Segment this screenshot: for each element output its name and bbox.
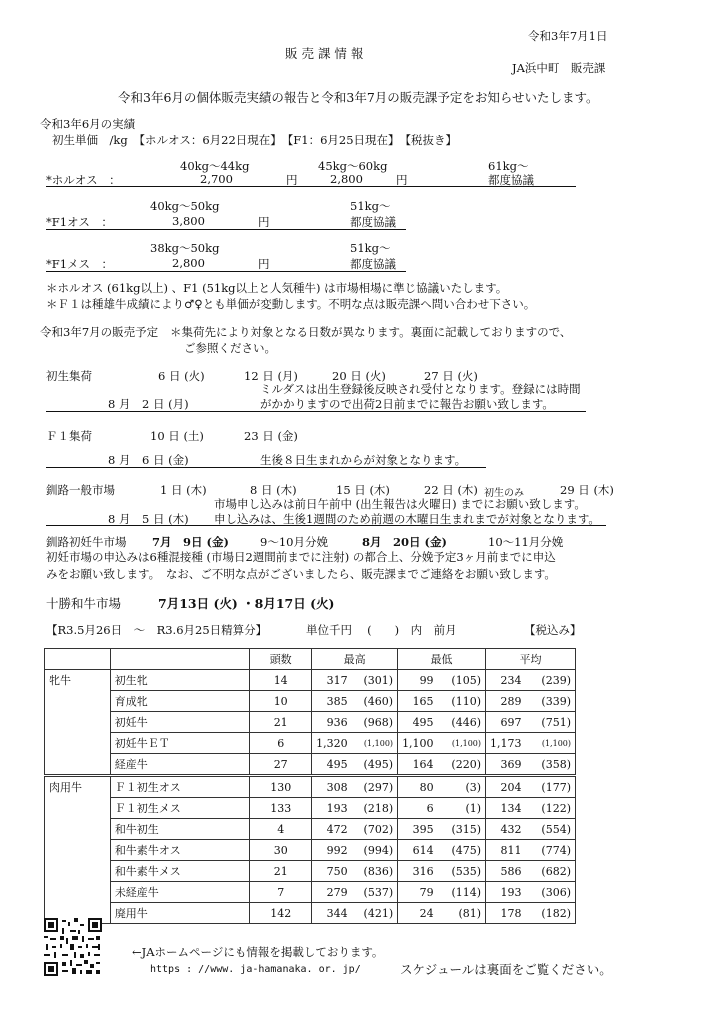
avg-prev: (306) (526, 882, 576, 903)
results-unit: 単位千円 ( ) 内 前月 (306, 623, 457, 637)
table-row (45, 712, 576, 733)
kushiro-date-3: 15 日 (木) (336, 483, 390, 497)
f1f-price-2: 都度協議 (350, 257, 396, 271)
min-value: 80 (398, 777, 438, 798)
group-blank (45, 882, 111, 903)
row-category: 未経産牛 (110, 882, 250, 903)
col-head-count: 頭数 (250, 649, 312, 670)
shoka-date-4: 27 日 (火) (424, 369, 478, 383)
page-title: 販 売 課 情 報 (285, 46, 364, 61)
shoka-date-2: 12 日 (月) (244, 369, 298, 383)
head-count: 142 (250, 903, 312, 924)
max-prev: (537) (352, 882, 398, 903)
kushiro-note-1: 市場申し込みは前日午前中 (出生報告は火曜日) までにお願い致します。 (214, 497, 586, 511)
max-prev: (460) (352, 691, 398, 712)
table-row (45, 733, 576, 754)
avg-value: 369 (486, 754, 526, 775)
kushiro-date-1: 1 日 (木) (160, 483, 207, 497)
min-value: 395 (398, 819, 438, 840)
head-count: 4 (250, 819, 312, 840)
june-heading: 令和3年6月の実績 (40, 117, 136, 131)
head-count: 21 (250, 861, 312, 882)
avg-value: 586 (486, 861, 526, 882)
row-category: 和牛素牛メス (110, 861, 250, 882)
min-prev: (81) (438, 903, 486, 924)
group-blank (45, 861, 111, 882)
results-table-female (44, 648, 576, 775)
max-prev: (218) (352, 798, 398, 819)
max-value: 936 (312, 712, 352, 733)
ninpu-note-2: みをお願い致します。 なお、ご不明な点がございましたら、販売課までご連絡をお願い致します。 (46, 567, 556, 581)
row-category: 和牛初生 (110, 819, 250, 840)
max-value: 193 (312, 798, 352, 819)
max-prev: (297) (352, 777, 398, 798)
max-prev: (994) (352, 840, 398, 861)
underline (46, 467, 486, 468)
min-value: 165 (398, 691, 438, 712)
min-prev: (1,100) (438, 733, 486, 754)
avg-prev: (122) (526, 798, 576, 819)
table-head-row (45, 649, 576, 670)
ninpu-label: 釧路初妊牛市場 (46, 535, 127, 549)
july-notice-2: ご参照ください。 (184, 341, 276, 355)
table-row (45, 777, 576, 798)
avg-value: 432 (486, 819, 526, 840)
min-prev: (110) (438, 691, 486, 712)
row-category: 育成牝 (110, 691, 249, 712)
min-prev: (105) (438, 670, 486, 691)
row-category: 廃用牛 (110, 903, 250, 924)
min-value: 79 (398, 882, 438, 903)
ninpu-birth-2: 10～11月分娩 (488, 535, 564, 549)
group-blank (45, 754, 111, 775)
table-row (45, 754, 576, 775)
row-category: 経産牛 (110, 754, 249, 775)
max-value: 385 (312, 691, 352, 712)
avg-value: 204 (486, 777, 526, 798)
note-1: ＊ホルオス (61kg以上) 、F1 (51kg以上と人気種牛) は市場相場に準じ協議いたします。 (46, 281, 508, 295)
head-count: 10 (250, 691, 312, 712)
hol-range-3: 61kg～ (488, 159, 529, 173)
web-note: ←JAホームページにも情報を掲載しております。 (132, 945, 384, 959)
f1-date-2: 23 日 (金) (244, 429, 298, 443)
f1m-price-2: 都度協議 (350, 215, 396, 229)
min-prev: (114) (438, 882, 486, 903)
f1-label: Ｆ１集荷 (46, 429, 92, 443)
f1f-range-2: 51kg～ (350, 241, 391, 255)
f1-note: 生後８日生まれからが対象となります。 (260, 453, 467, 467)
hol-price-1: 2,700 (200, 172, 233, 186)
min-value: 1,100 (398, 733, 438, 754)
kushiro-label: 釧路一般市場 (46, 483, 115, 497)
min-value: 495 (398, 712, 438, 733)
website-link[interactable]: https : //www. ja-hamanaka. or. jp/ (150, 964, 361, 975)
min-value: 164 (398, 754, 438, 775)
head-count: 6 (250, 733, 312, 754)
head-count: 130 (250, 777, 312, 798)
avg-value: 234 (486, 670, 526, 691)
table-row (45, 819, 576, 840)
avg-value: 134 (486, 798, 526, 819)
head-count: 133 (250, 798, 312, 819)
avg-value: 697 (486, 712, 526, 733)
july-heading: 令和3年7月の販売予定 (40, 325, 159, 339)
min-prev: (3) (438, 777, 486, 798)
avg-prev: (339) (526, 691, 576, 712)
table-row (45, 861, 576, 882)
avg-value: 1,173 (486, 733, 526, 754)
max-value: 317 (312, 670, 352, 691)
avg-prev: (554) (526, 819, 576, 840)
avg-value: 289 (486, 691, 526, 712)
avg-prev: (1,100) (526, 733, 576, 754)
avg-value: 178 (486, 903, 526, 924)
underline (46, 186, 576, 187)
max-value: 992 (312, 840, 352, 861)
qr-code-icon (44, 918, 102, 976)
shoka-note-2: がかかりますので出荷2日前までに報告お願い致します。 (260, 397, 554, 411)
avg-prev: (774) (526, 840, 576, 861)
max-prev: (495) (352, 754, 398, 775)
results-table-beef (44, 776, 576, 924)
min-prev: (220) (438, 754, 486, 775)
group-blank (45, 712, 111, 733)
min-value: 316 (398, 861, 438, 882)
row-category: 初妊牛ＥＴ (110, 733, 249, 754)
col-head-max: 最高 (312, 649, 398, 670)
avg-prev: (682) (526, 861, 576, 882)
max-value: 495 (312, 754, 352, 775)
organization: JA浜中町 販売課 (512, 61, 606, 75)
max-prev: (702) (352, 819, 398, 840)
group-blank (45, 798, 111, 819)
avg-prev: (751) (526, 712, 576, 733)
table-row (45, 670, 576, 691)
head-count: 30 (250, 840, 312, 861)
intro-text: 令和3年6月の個体販売実績の報告と令和3年7月の販売課予定をお知らせいたします。 (118, 90, 599, 105)
hol-price-3: 都度協議 (488, 173, 534, 187)
table-row (45, 840, 576, 861)
underline (46, 229, 406, 230)
min-value: 614 (398, 840, 438, 861)
tokachi-dates: 7月13日 (火) ・8月17日 (火) (158, 596, 335, 611)
min-prev: (446) (438, 712, 486, 733)
avg-value: 193 (486, 882, 526, 903)
f1f-price-1: 2,800 (172, 256, 205, 270)
shoka-note-1: ミルダスは出生登録後反映され受付となります。登録には時間 (260, 382, 581, 396)
max-value: 750 (312, 861, 352, 882)
kushiro-only: 初生のみ (484, 488, 524, 499)
max-prev: (421) (352, 903, 398, 924)
shoka-label: 初生集荷 (46, 369, 92, 383)
table-row (45, 903, 576, 924)
group-blank (45, 840, 111, 861)
col-head-min: 最低 (398, 649, 486, 670)
min-value: 99 (398, 670, 438, 691)
f1f-label: *F1メス ： (46, 257, 114, 271)
min-prev: (315) (438, 819, 486, 840)
underline (46, 271, 406, 272)
table-row (45, 691, 576, 712)
hol-label: *ホルオス ： (46, 173, 121, 187)
avg-prev: (358) (526, 754, 576, 775)
row-category: 初妊牛 (110, 712, 249, 733)
head-count: 14 (250, 670, 312, 691)
ninpu-date-2: 8月 20日 (金) (362, 535, 447, 549)
ninpu-date-1: 7月 9日 (金) (152, 535, 229, 549)
row-category: Ｆ１初生オス (110, 777, 250, 798)
results-period: 【R3.5月26日 ～ R3.6月25日精算分】 (46, 623, 268, 637)
max-value: 472 (312, 819, 352, 840)
hol-price-2: 2,800 (330, 172, 363, 186)
head-count: 7 (250, 882, 312, 903)
shoka-date-3: 20 日 (火) (332, 369, 386, 383)
avg-value: 811 (486, 840, 526, 861)
issue-date: 令和3年7月1日 (528, 29, 608, 43)
min-prev: (475) (438, 840, 486, 861)
group-label: 牝牛 (45, 670, 111, 691)
kushiro-date-6: 8 月 5 日 (木) (108, 512, 189, 526)
underline (46, 525, 606, 526)
avg-prev: (182) (526, 903, 576, 924)
tokachi-label: 十勝和牛市場 (46, 596, 122, 611)
max-prev: (968) (352, 712, 398, 733)
kushiro-date-4: 22 日 (木) (424, 483, 478, 497)
july-notice-1: ＊集荷先により対象となる日数が異なります。裏面に記載しておりますので、 (170, 325, 572, 339)
max-value: 344 (312, 903, 352, 924)
max-value: 1,320 (312, 733, 352, 754)
min-prev: (535) (438, 861, 486, 882)
max-prev: (836) (352, 861, 398, 882)
avg-prev: (239) (526, 670, 576, 691)
min-prev: (1) (438, 798, 486, 819)
yen-1: 円 (286, 173, 298, 187)
group-blank (45, 733, 111, 754)
f1-date-3: 8 月 6 日 (金) (108, 453, 189, 467)
ninpu-birth-1: 9～10月分娩 (260, 535, 328, 549)
f1-date-1: 10 日 (土) (150, 429, 204, 443)
f1m-range-1: 40kg～50kg (150, 199, 220, 213)
max-prev: (301) (352, 670, 398, 691)
shoka-date-1: 6 日 (火) (158, 369, 205, 383)
group-blank (45, 691, 111, 712)
kushiro-date-2: 8 日 (木) (250, 483, 297, 497)
min-value: 6 (398, 798, 438, 819)
ninpu-note-1: 初妊市場の申込みは6種混接種 (市場日2週間前までに注射) の都合上、分娩予定3ヶ月前までに申込 (46, 550, 556, 564)
hol-range-2: 45kg～60kg (318, 159, 388, 173)
f1m-price-1: 3,800 (172, 214, 205, 228)
avg-prev: (177) (526, 777, 576, 798)
results-tax: 【税込み】 (524, 623, 582, 637)
max-value: 308 (312, 777, 352, 798)
row-category: 初生牝 (110, 670, 249, 691)
table-row (45, 882, 576, 903)
kushiro-note-2: 申し込みは、生後1週間のため前週の木曜日生まれまでが対象となります。 (214, 512, 600, 526)
row-category: 和牛素牛オス (110, 840, 250, 861)
row-category: Ｆ１初生メス (110, 798, 250, 819)
unit-price-line: 初生単価 /kg 【ホルオス：6月22日現在】 【F1：6月25日現在】 【税抜き】 (52, 133, 458, 147)
group-label: 肉用牛 (45, 777, 111, 798)
blank-cell (45, 649, 111, 670)
note-2: ＊Ｆ１は種雄牛成績により♂♀とも単価が変動します。不明な点は販売課へ問い合わせ下さい。 (46, 297, 536, 311)
table-row (45, 798, 576, 819)
hol-range-1: 40kg～44kg (180, 159, 250, 173)
f1m-label: *F1オス ： (46, 215, 113, 229)
yen-3: 円 (258, 215, 270, 229)
kushiro-date-5: 29 日 (木) (560, 483, 614, 497)
underline (46, 411, 586, 412)
max-prev: (1,100) (352, 733, 398, 754)
head-count: 21 (250, 712, 312, 733)
min-value: 24 (398, 903, 438, 924)
yen-4: 円 (258, 257, 270, 271)
f1f-range-1: 38kg～50kg (150, 241, 220, 255)
blank-cell (110, 649, 249, 670)
schedule-note: スケジュールは裏面をご覧ください。 (400, 962, 612, 977)
head-count: 27 (250, 754, 312, 775)
f1m-range-2: 51kg～ (350, 199, 391, 213)
group-blank (45, 819, 111, 840)
shoka-date-5: 8 月 2 日 (月) (108, 397, 189, 411)
col-head-avg: 平均 (486, 649, 576, 670)
yen-2: 円 (396, 173, 408, 187)
max-value: 279 (312, 882, 352, 903)
